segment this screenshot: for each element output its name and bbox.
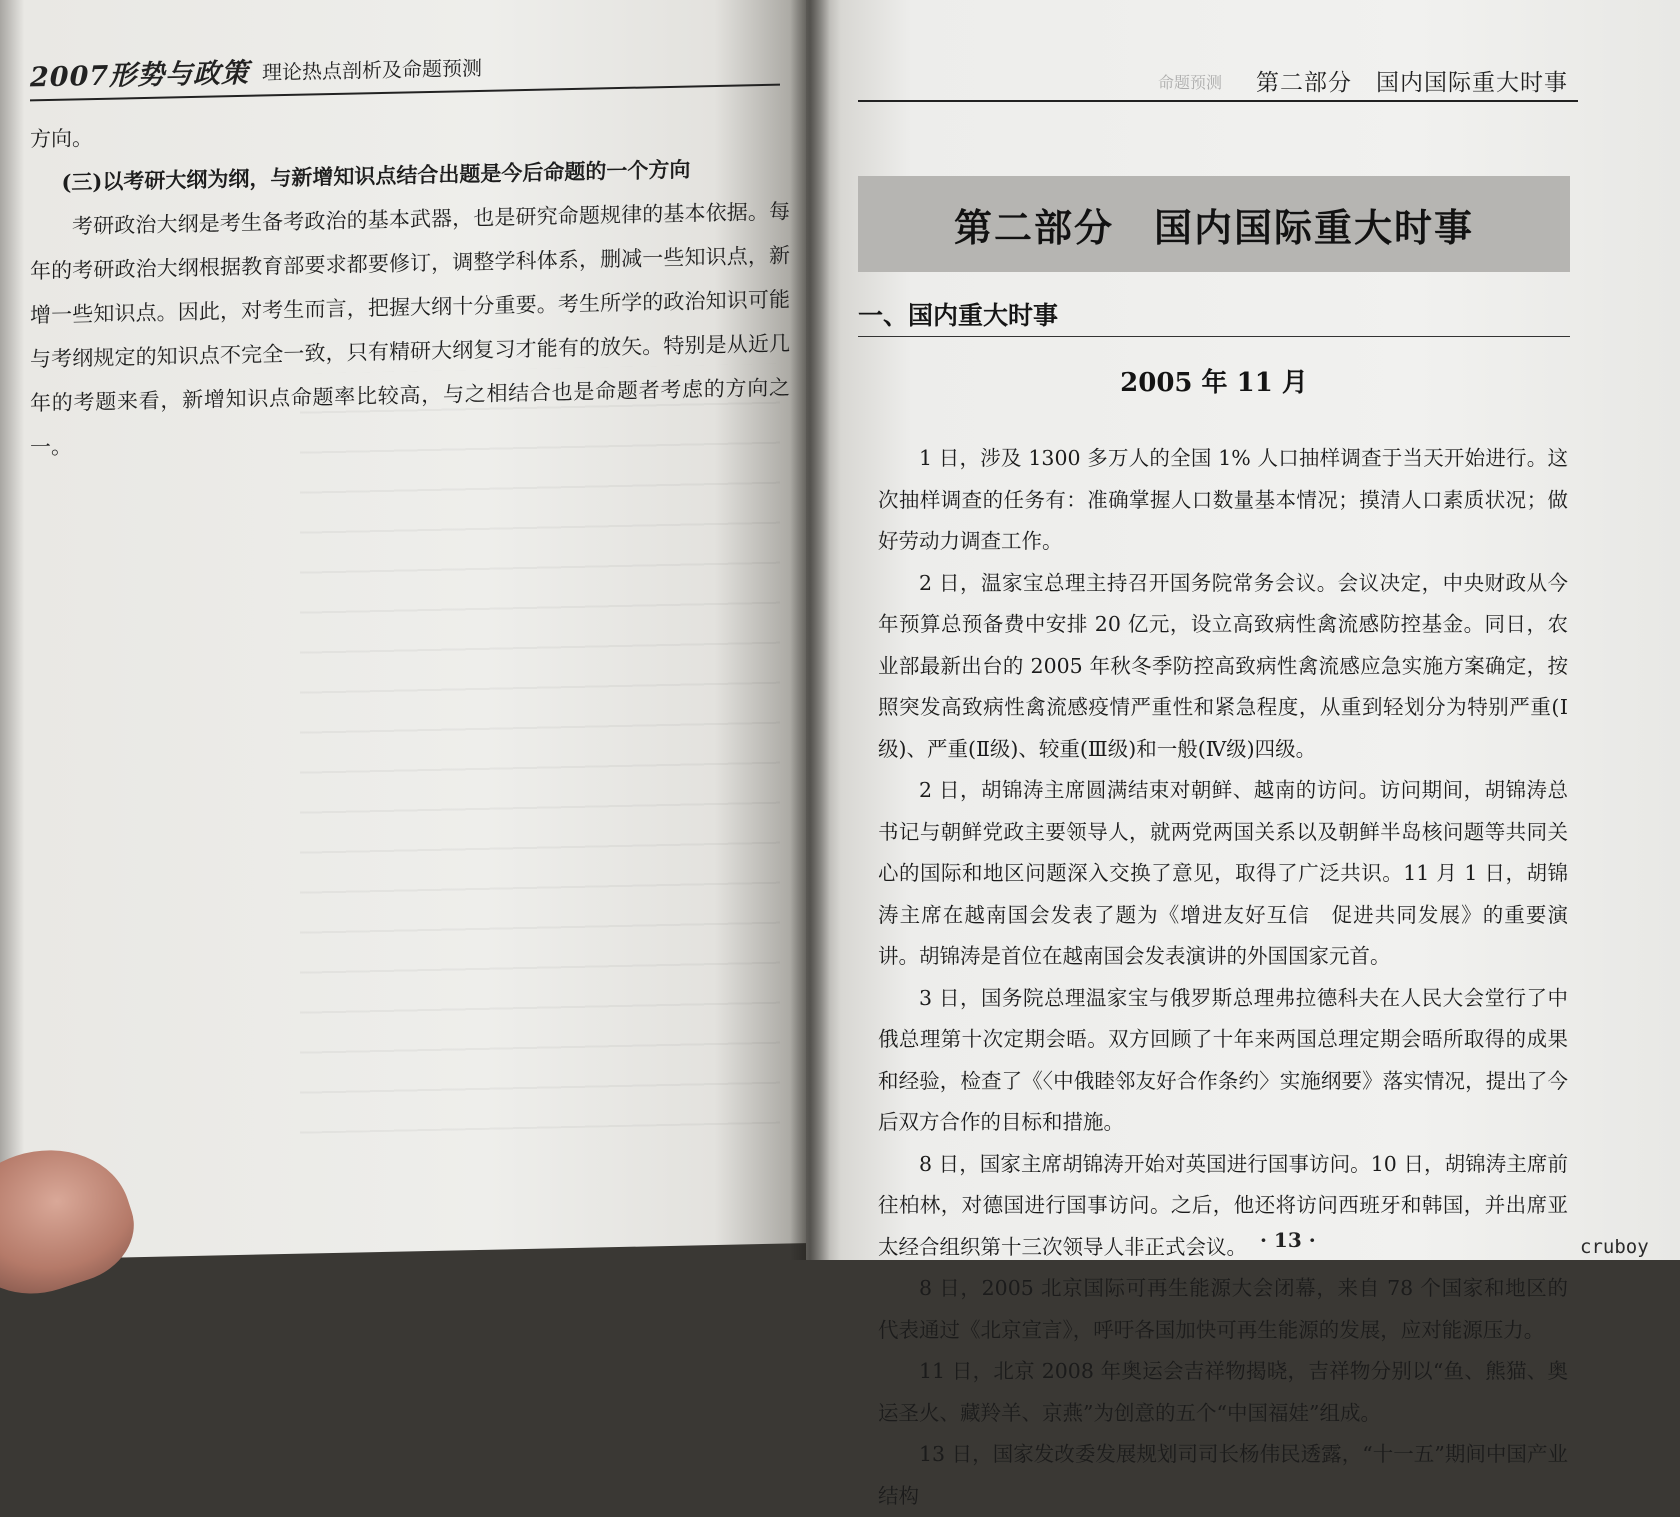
left-page-body bbox=[30, 101, 790, 469]
book-subtitle: 理论热点剖析及命题预测 bbox=[262, 55, 482, 85]
page-number: · 13 · bbox=[1260, 1228, 1316, 1252]
event-paragraph: 13 日，国家发改委发展规划司司长杨伟民透露，“十一五”期间中国产业结构 bbox=[878, 1442, 1568, 1508]
month-heading: 2005 年 11 月 bbox=[1120, 368, 1308, 398]
event-paragraph: 11 日，北京 2008 年奥运会吉祥物揭晓，吉祥物分别以“鱼、熊猫、奥运圣火、藏羚羊、京燕”为创意的五个“中国福娃”组成。 bbox=[878, 1359, 1568, 1425]
part-title-banner bbox=[858, 176, 1570, 272]
watermark-text: cruboy bbox=[1580, 1236, 1649, 1258]
section-title: 一、国内重大时事 bbox=[858, 301, 1059, 330]
show-through-header: 命题预测 bbox=[1158, 73, 1223, 92]
paragraph-continuation: 方向。 bbox=[30, 126, 93, 152]
subsection-heading: (三)以考研大纲为纲，与新增知识点结合出题是今后命题的一个方向 bbox=[61, 156, 691, 195]
event-paragraph: 8 日，国家主席胡锦涛开始对英国进行国事访问。10 日，胡锦涛主席前往柏林，对德国进行国事访问。之后，他还将访问西班牙和韩国，并出席亚太经合组织第十三次领导人非正式会议。 bbox=[878, 1151, 1568, 1259]
event-paragraph: 3 日，国务院总理温家宝与俄罗斯总理弗拉德科夫在人民大会堂行了中俄总理第十次定期会晤。双方回顾了十年来两国总理定期会晤所取得的成果和经验，检查了《〈中俄睦邻友好合作条约〉实施纲要》落实情况，提出了今后双方合作的目标和措施。 bbox=[878, 985, 1568, 1134]
paragraph: 考研政治大纲是考生备考政治的基本武器，也是研究命题规律的基本依据。每年的考研政治大纲根据教育部要求都要修订，调整学科体系，删减一些知识点，新增一些知识点。因此，对考生而言，把握大纲十分重要。考生所学的政治知识可能与考纲规定的知识点不完全一致，只有精研大纲复习才能有的放矢。特别是从近几年的考题来看，新增知识点命题率比较高，与之相结合也是命题者考虑的方向之一。 bbox=[30, 199, 790, 460]
show-through-text bbox=[300, 364, 780, 1134]
left-running-header bbox=[30, 36, 780, 102]
event-paragraph: 8 日，2005 北京国际可再生能源大会闭幕，来自 78 个国家和地区的代表通过《北京宣言》，呼吁各国加快可再生能源的发展，应对能源压力。 bbox=[878, 1276, 1568, 1342]
event-paragraph: 2 日，胡锦涛主席圆满结束对朝鲜、越南的访问。访问期间，胡锦涛总书记与朝鲜党政主要领导人，就两党两国关系以及朝鲜半岛核问题等共同关心的国际和地区问题深入交换了意见，取得了广泛共识。11 月 1 日，胡锦涛主席在越南国会发表了题为《增进友好互信 促进共同发展》的重要演讲。胡锦涛是首位在越南国会发表演讲的外国国家元首。 bbox=[878, 778, 1568, 968]
section-heading bbox=[858, 296, 1570, 337]
event-paragraph: 1 日，涉及 1300 多万人的全国 1% 人口抽样调查于当天开始进行。这次抽样调查的任务有：准确掌握人口数量基本情况；摸清人口素质状况；做好劳动力调查工作。 bbox=[878, 446, 1568, 553]
right-page-body bbox=[878, 438, 1568, 1517]
part-title: 第二部分 国内国际重大时事 bbox=[953, 205, 1474, 250]
event-paragraph: 2 日，温家宝总理主持召开国务院常务会议。会议决定，中央财政从今年预算总预备费中安排 20 亿元，设立高致病性禽流感防控基金。同日，农业部最新出台的 2005 年秋冬季防控高致病性禽流感应急实施方案确定，按照突发高致病性禽流感疫情严重性和紧急程度，从重到轻划分为特别严重(Ⅰ级)、严重(Ⅱ级)、较重(Ⅲ级)和一般(Ⅳ级)四级。 bbox=[878, 570, 1568, 761]
right-running-header bbox=[858, 60, 1578, 102]
left-page bbox=[0, 0, 812, 1260]
running-header-text: 第二部分 国内国际重大时事 bbox=[1256, 70, 1568, 96]
book-series-title: 2007形势与政策 bbox=[30, 57, 250, 94]
book-gutter bbox=[790, 0, 830, 1260]
